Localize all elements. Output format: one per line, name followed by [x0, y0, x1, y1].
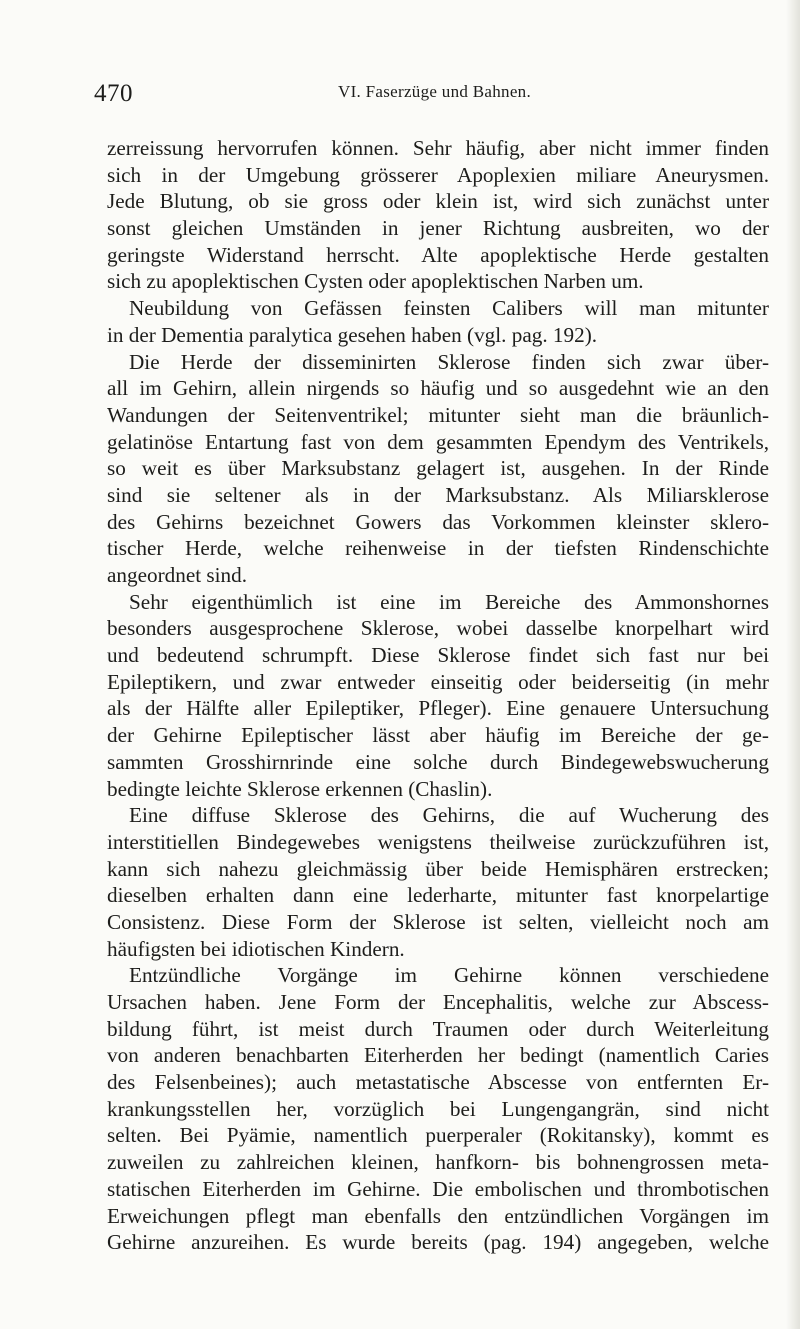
text-line: Eine diffuse Sklerose des Gehirns, die auf Wucherung des	[129, 803, 769, 828]
text-line: zuweilen zu zahlreichen kleinen, hanfkorn- bis bohnengrossen meta-	[107, 1150, 769, 1175]
text-line: tischer Herde, welche reihenweise in der tiefsten Rindenschichte	[107, 536, 769, 561]
text-line: angeordnet sind.	[107, 563, 248, 587]
text-line: interstitiellen Bindegewebes wenigstens theilweise zurückzuführen ist,	[107, 829, 769, 854]
section-title: VI. Faserzüge und Bahnen.	[338, 82, 532, 101]
text-line: selten. Bei Pyämie, namentlich puerperaler (Rokitansky), kommt es	[107, 1123, 769, 1148]
text-line: bildung führt, ist meist durch Traumen oder durch Weiterleitung	[107, 1016, 769, 1041]
text-line: von anderen benachbarten Eiterherden her bedingt (namentlich Caries	[107, 1043, 769, 1068]
text-line: Jede Blutung, ob sie gross oder klein ist, wird sich zunächst unter	[107, 189, 769, 214]
text-line: sammten Grosshirnrinde eine solche durch Bindegewebswucherung	[107, 749, 769, 774]
text-line: besonders ausgesprochene Sklerose, wobei dasselbe knorpelhart wird	[107, 616, 769, 641]
text-line: so weit es über Marksubstanz gelagert ist, ausgehen. In der Rinde	[107, 456, 769, 481]
text-line: kann sich nahezu gleichmässig über beide Hemisphären erstrecken;	[107, 856, 769, 881]
text-line: sich zu apoplektischen Cysten oder apoplektischen Narben um.	[107, 269, 644, 294]
text-line: Neubildung von Gefässen feinsten Calibers will man mitunter	[129, 296, 769, 321]
text-line: Wandungen der Seitenventrikel; mitunter sieht man die bräunlich-	[107, 402, 769, 427]
page-number: 470	[94, 80, 133, 107]
text-line: bedingte leichte Sklerose erkennen (Chaslin).	[107, 776, 493, 801]
text-line: Epileptikern, und zwar entweder einseitig oder beiderseitig (in mehr	[107, 669, 769, 694]
text-line: häufigsten bei idiotischen Kindern.	[107, 936, 405, 961]
text-line: dieselben erhalten dann eine lederharte, mitunter fast knorpelartige	[107, 883, 769, 908]
body-text	[107, 135, 769, 1256]
text-line: Gehirne anzureihen. Es wurde bereits (pag. 194) angegeben, welche	[107, 1230, 769, 1255]
text-line: statischen Eiterherden im Gehirne. Die embolischen und thrombotischen	[107, 1176, 769, 1201]
text-line: und bedeutend schrumpft. Diese Sklerose findet sich fast nur bei	[107, 643, 769, 668]
text-line: Erweichungen pflegt man ebenfalls den entzündlichen Vorgängen im	[107, 1203, 769, 1228]
text-line: all im Gehirn, allein nirgends so häufig und so ausgedehnt wie an den	[107, 376, 769, 401]
text-line: Ursachen haben. Jene Form der Encephalitis, welche zur Abscess-	[107, 990, 769, 1014]
text-line: Consistenz. Diese Form der Sklerose ist selten, vielleicht noch am	[107, 909, 769, 934]
text-line: geringste Widerstand herrscht. Alte apoplektische Herde gestalten	[107, 242, 769, 267]
text-line: sich in der Umgebung grösserer Apoplexien miliare Aneurysmen.	[107, 162, 769, 187]
text-line: sind sie seltener als in der Marksubstanz. Als Miliarsklerose	[107, 482, 769, 507]
text-line: in der Dementia paralytica gesehen haben (vgl. pag. 192).	[107, 322, 598, 347]
text-line: der Gehirne Epileptischer lässt aber häufig im Bereiche der ge-	[107, 723, 769, 748]
text-line: des Gehirns bezeichnet Gowers das Vorkommen kleinster sklero-	[107, 509, 769, 534]
text-line: krankungsstellen her, vorzüglich bei Lungengangrän, sind nicht	[107, 1096, 769, 1121]
page-edge-shadow	[786, 0, 800, 1329]
text-line: gelatinöse Entartung fast von dem gesammten Ependym des Ventrikels,	[107, 429, 769, 454]
text-line: des Felsenbeines); auch metastatische Abscesse von entfernten Er-	[107, 1070, 769, 1095]
text-line: sonst gleichen Umständen in jener Richtung ausbreiten, wo der	[107, 216, 769, 241]
text-line: zerreissung hervorrufen können. Sehr häufig, aber nicht immer finden	[107, 136, 769, 160]
text-line: Sehr eigenthümlich ist eine im Bereiche des Ammonshornes	[129, 589, 769, 614]
running-head	[94, 80, 770, 110]
text-line: als der Hälfte aller Epileptiker, Pfleger). Eine genauere Untersuchung	[107, 696, 769, 721]
text-line: Entzündliche Vorgänge im Gehirne können verschiedene	[129, 963, 769, 988]
text-line: Die Herde der disseminirten Sklerose finden sich zwar über-	[129, 349, 769, 374]
